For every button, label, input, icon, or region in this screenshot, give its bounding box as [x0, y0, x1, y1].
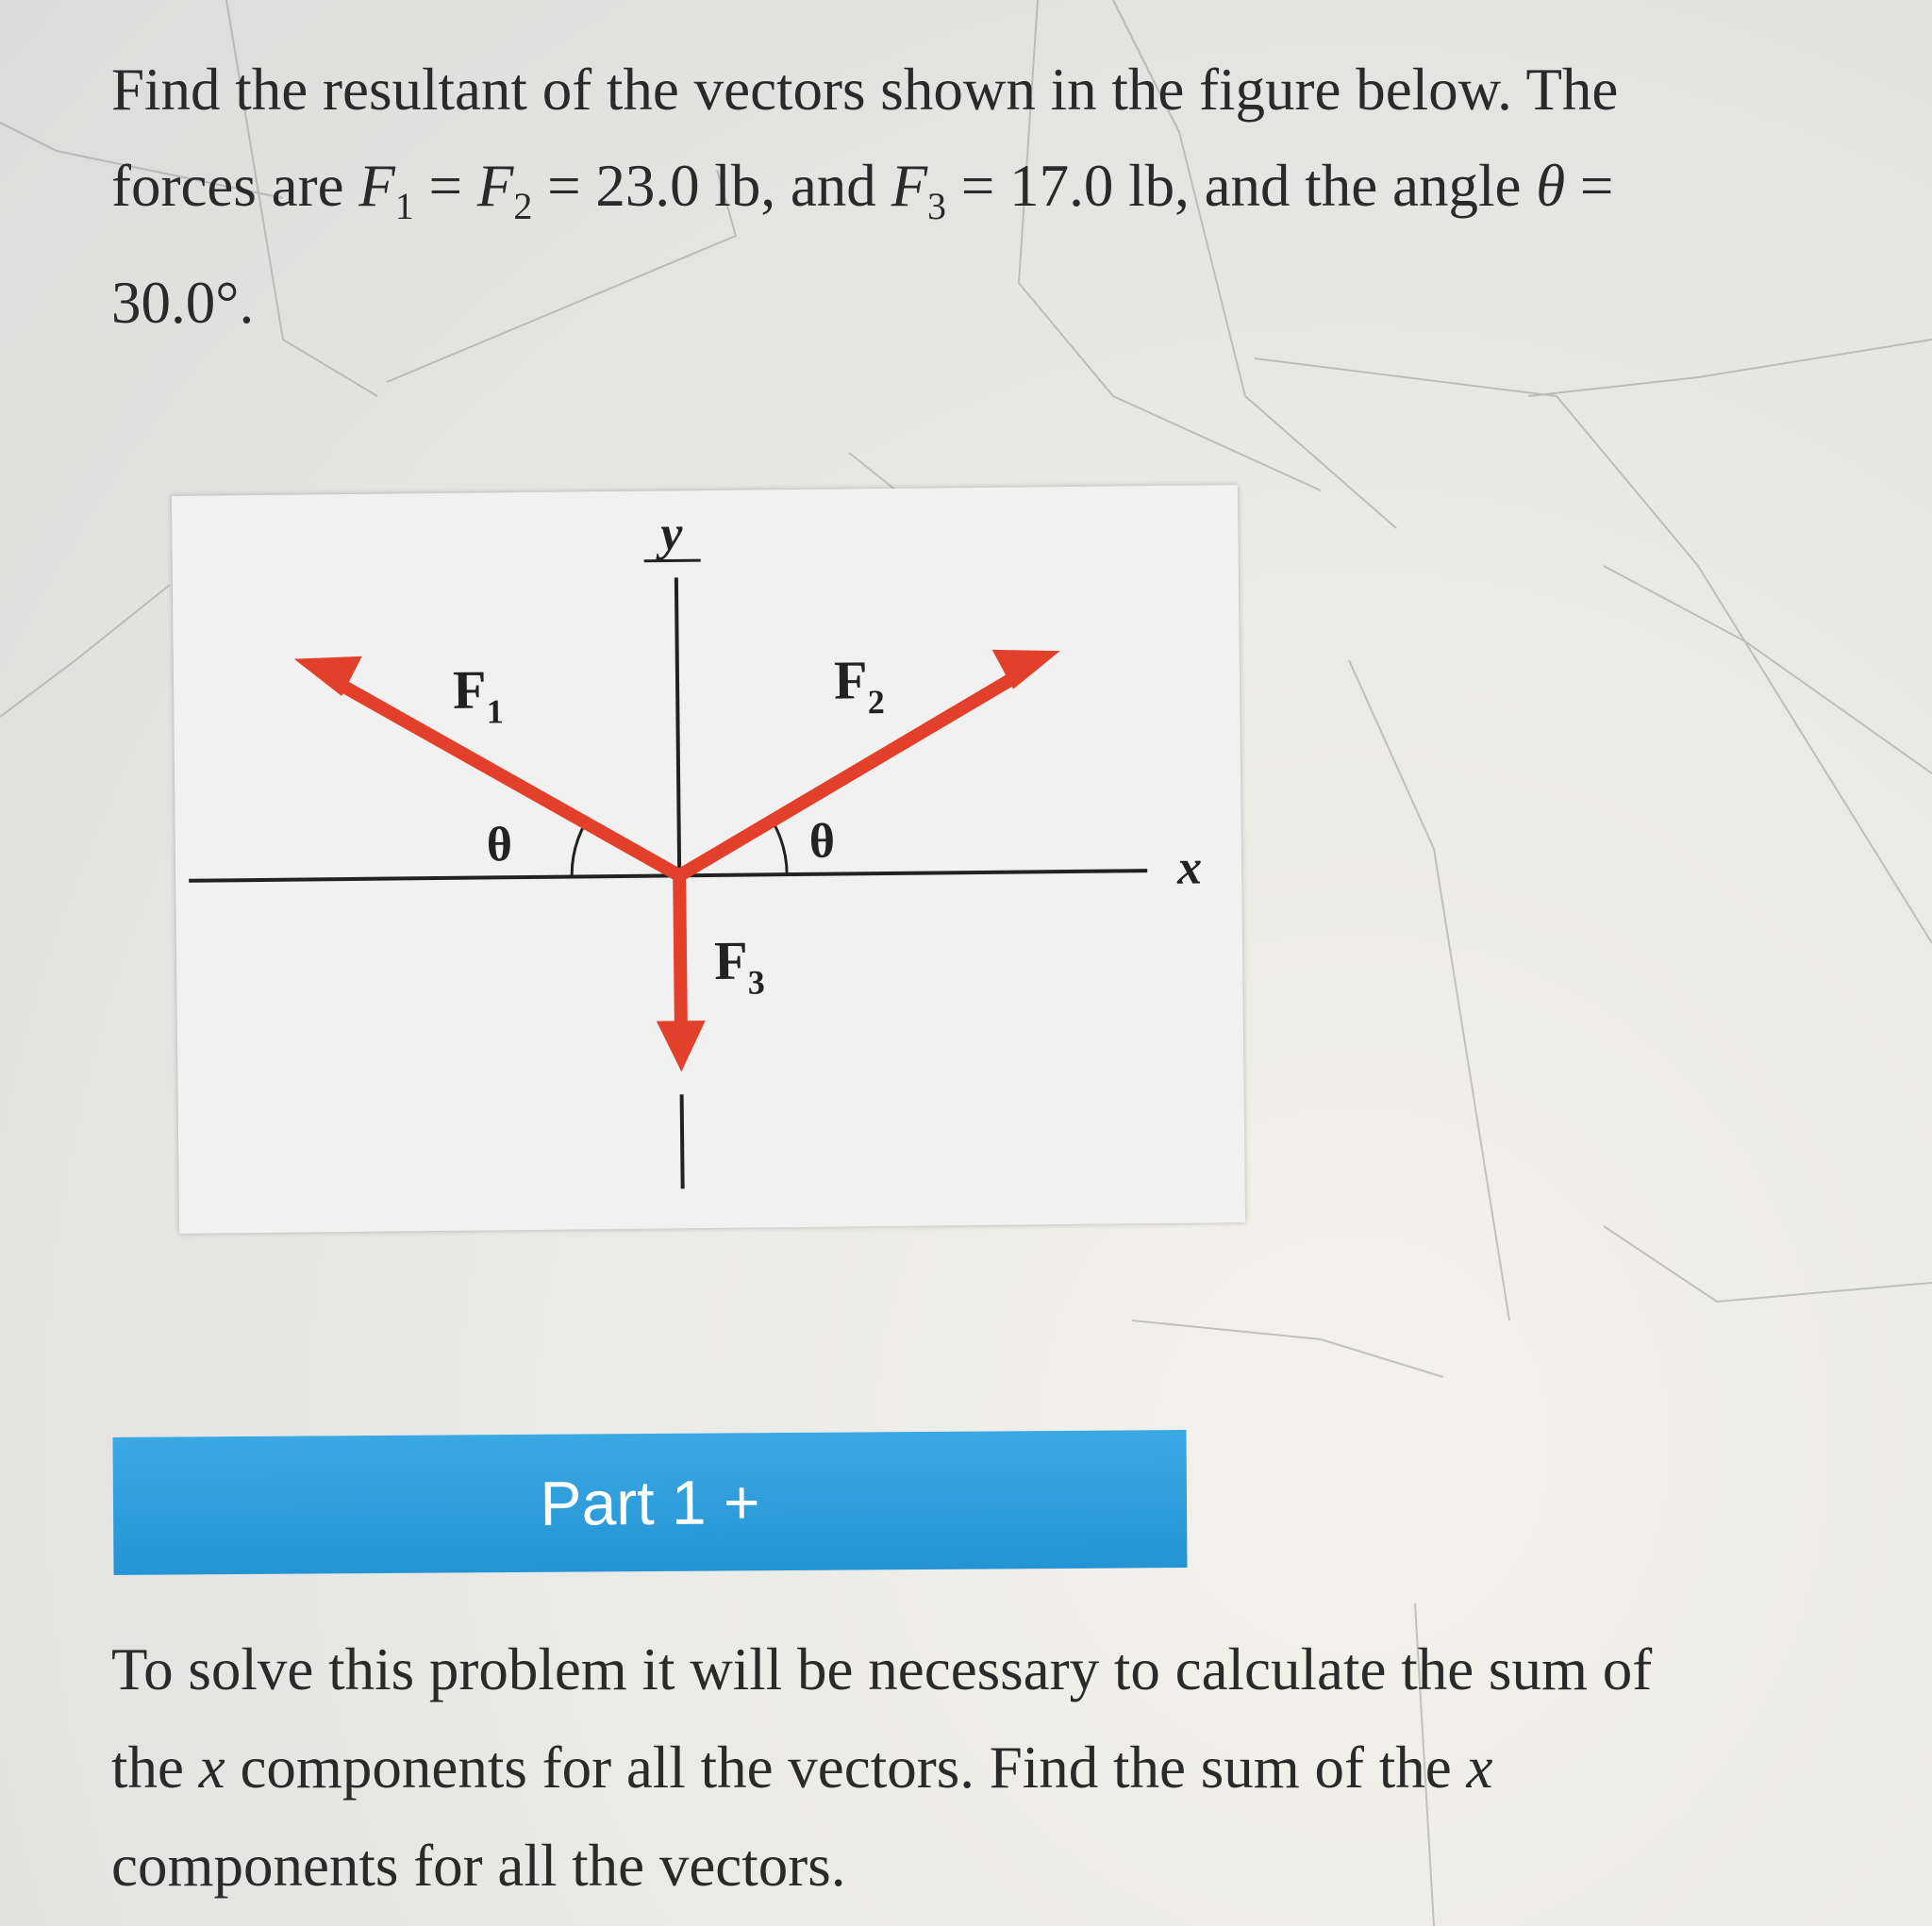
y-axis-lower	[682, 1094, 683, 1188]
f3-vector	[655, 875, 706, 1072]
theta-equals: =	[1565, 153, 1614, 219]
x-variable: x	[198, 1735, 225, 1801]
vector-diagram	[172, 485, 1245, 1234]
part-1-expand-button[interactable]	[113, 1430, 1188, 1575]
f3-value: = 17.0 lb, and the angle	[946, 153, 1537, 219]
solve-line-3: components for all the vectors.	[111, 1833, 846, 1899]
theta-right-label: θ	[808, 814, 836, 869]
f3-label-subscript: 3	[747, 963, 766, 1002]
f3-label	[714, 929, 765, 1002]
f2-subscript: 2	[513, 185, 533, 227]
f1-label-subscript: 1	[486, 692, 504, 731]
problem-line-3: 30.0°.	[111, 270, 255, 336]
f1-label	[453, 658, 504, 731]
solve-line-2-a: the	[111, 1735, 199, 1801]
f2-label-subscript: 2	[867, 683, 885, 722]
f1-symbol: F	[358, 153, 395, 219]
part-1-label: Part 1 +	[540, 1467, 760, 1538]
solve-instructions	[111, 1620, 1885, 1915]
f2-label	[834, 649, 885, 722]
f2-symbol: F	[476, 153, 514, 219]
problem-line-1: Find the resultant of the vectors shown in the figure below. The	[111, 57, 1619, 123]
f2-label-letter: F	[833, 649, 868, 711]
y-label-underline	[644, 560, 701, 561]
f1-label-letter: F	[452, 658, 487, 721]
solve-line-1: To solve this problem it will be necessary to calculate the sum of	[111, 1636, 1653, 1702]
theta-left-label: θ	[486, 818, 513, 872]
y-axis-label: y	[660, 506, 683, 561]
problem-line-2	[111, 138, 1885, 255]
f3-subscript: 3	[927, 185, 947, 227]
f1-subscript: 1	[394, 185, 414, 227]
x-axis-label: x	[1176, 840, 1203, 895]
theta-arc-right	[773, 821, 788, 874]
x-variable-2: x	[1466, 1735, 1493, 1801]
y-axis-upper	[676, 577, 679, 875]
vector-figure	[172, 485, 1245, 1234]
f3-label-letter: F	[713, 929, 748, 991]
equals-sign: =	[413, 153, 477, 219]
solve-line-2-b: components for all the vectors. Find the sum of the	[225, 1735, 1467, 1801]
theta-symbol: θ	[1536, 153, 1566, 219]
f3-symbol: F	[891, 153, 928, 219]
solve-line-2	[111, 1718, 1885, 1817]
theta-arc-left	[572, 822, 587, 876]
problem-statement	[111, 42, 1885, 351]
f1-f2-value: = 23.0 lb, and	[532, 153, 891, 219]
forces-prefix: forces are	[111, 153, 359, 219]
